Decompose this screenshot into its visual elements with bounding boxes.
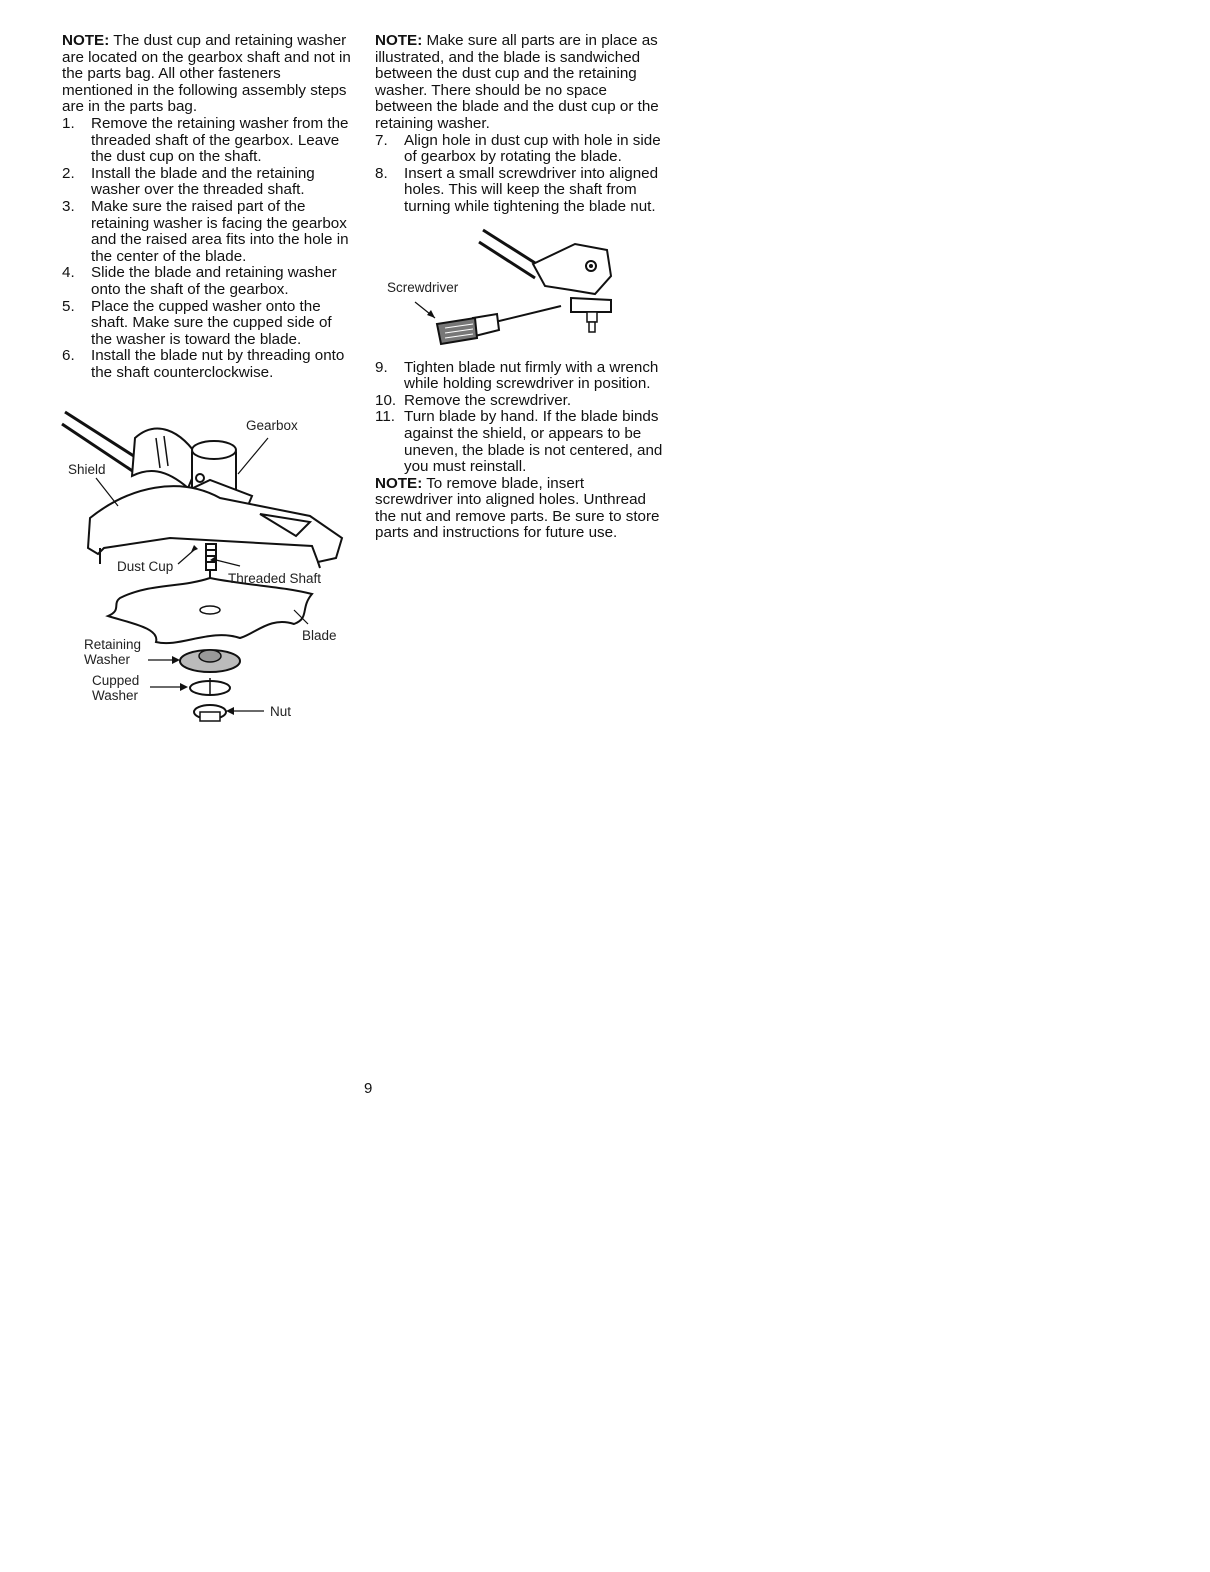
note-label: NOTE: xyxy=(375,474,423,492)
gearbox-label: Gearbox xyxy=(246,418,298,433)
step-text: Place the cupped washer onto the shaft. Make sure the cupped side of the washer is toward the blade. xyxy=(91,297,332,348)
dust-cup-label: Dust Cup xyxy=(117,559,174,574)
step-number: 9. xyxy=(375,358,388,376)
step-text: Install the blade nut by threading onto the shaft counterclockwise. xyxy=(91,347,345,381)
screwdriver-label: Screwdriver xyxy=(387,279,459,295)
right-column xyxy=(375,33,665,542)
note-text: To remove blade, insert screwdriver into aligned holes. Unthread the nut and remove parts. Be sure to store parts and instructions for future use. xyxy=(375,474,660,542)
note-text: Make sure all parts are in place as illustrated, and the blade is sandwiched between the dust cup and the retaining washer. There should be no space between the blade and the dust cup or the retaining washer. xyxy=(375,32,659,132)
note-text: The dust cup and retaining washer are located on the gearbox shaft and not in the parts bag. All other fasteners mentioned in the following assembly steps are in the parts bag. xyxy=(62,32,351,116)
step-number: 4. xyxy=(62,264,75,282)
steps-list-7-8 xyxy=(375,133,665,216)
step-text: Align hole in dust cup with hole in side of gearbox by rotating the blade. xyxy=(404,131,661,166)
step-item xyxy=(375,166,665,216)
remove-blade-note xyxy=(375,476,665,542)
step-item xyxy=(375,393,665,410)
step-text: Remove the retaining washer from the threaded shaft of the gearbox. Leave the dust cup on the shaft. xyxy=(91,114,349,166)
step-item xyxy=(62,166,352,199)
note-label: NOTE: xyxy=(62,32,110,49)
left-column xyxy=(62,33,352,381)
note-label: NOTE: xyxy=(375,32,423,49)
steps-list-9-11 xyxy=(375,360,665,476)
step-number: 8. xyxy=(375,164,388,182)
step-number: 11. xyxy=(375,408,395,426)
retaining-label: Retaining xyxy=(84,637,142,652)
cupped-washer-label: Washer xyxy=(92,688,139,703)
step-number: 6. xyxy=(62,347,75,365)
shield-label: Shield xyxy=(68,462,106,477)
nut-label: Nut xyxy=(270,704,292,719)
step-text: Tighten blade nut firmly with a wrench while holding screwdriver in position. xyxy=(404,358,659,393)
blade-assembly-drawing xyxy=(60,398,360,728)
blade-assembly-illustration xyxy=(60,398,360,728)
screwdriver-drawing xyxy=(375,220,665,360)
step-text: Slide the blade and retaining washer onto the shaft of the gearbox. xyxy=(91,264,337,298)
step-text: Install the blade and the retaining washer over the threaded shaft. xyxy=(91,164,315,199)
step-item xyxy=(62,348,352,381)
step-item xyxy=(375,133,665,166)
step-number: 2. xyxy=(62,164,75,182)
step-item xyxy=(62,299,352,349)
step-number: 5. xyxy=(62,297,75,315)
page-number: 9 xyxy=(364,1080,373,1097)
step-number: 3. xyxy=(62,197,75,215)
step-number: 10. xyxy=(375,391,397,409)
dust-cup-note xyxy=(62,33,352,116)
step-text: Turn blade by hand. If the blade binds against the shield, or appears to be uneven, the blade is not centered, and you must reinstall. xyxy=(404,408,663,476)
steps-list-1-6 xyxy=(62,116,352,382)
step-item xyxy=(62,116,352,166)
step-text: Remove the screwdriver. xyxy=(404,391,572,409)
step-number: 7. xyxy=(375,131,388,149)
step-number: 1. xyxy=(62,114,75,132)
step-text: Insert a small screwdriver into aligned holes. This will keep the shaft from turning while tightening the blade nut. xyxy=(404,164,659,215)
step-text: Make sure the raised part of the retaining washer is facing the gearbox and the raised area fits into the hole in the center of the blade. xyxy=(91,197,349,265)
cupped-label: Cupped xyxy=(92,673,140,688)
retaining-washer-label: Washer xyxy=(84,652,131,667)
step-item xyxy=(375,409,665,475)
screwdriver-illustration xyxy=(375,220,665,360)
step-item xyxy=(375,360,665,393)
step-item xyxy=(62,199,352,265)
parts-in-place-note xyxy=(375,33,665,133)
threaded-shaft-label: Threaded Shaft xyxy=(228,571,322,586)
step-item xyxy=(62,265,352,298)
blade-label: Blade xyxy=(302,628,337,643)
